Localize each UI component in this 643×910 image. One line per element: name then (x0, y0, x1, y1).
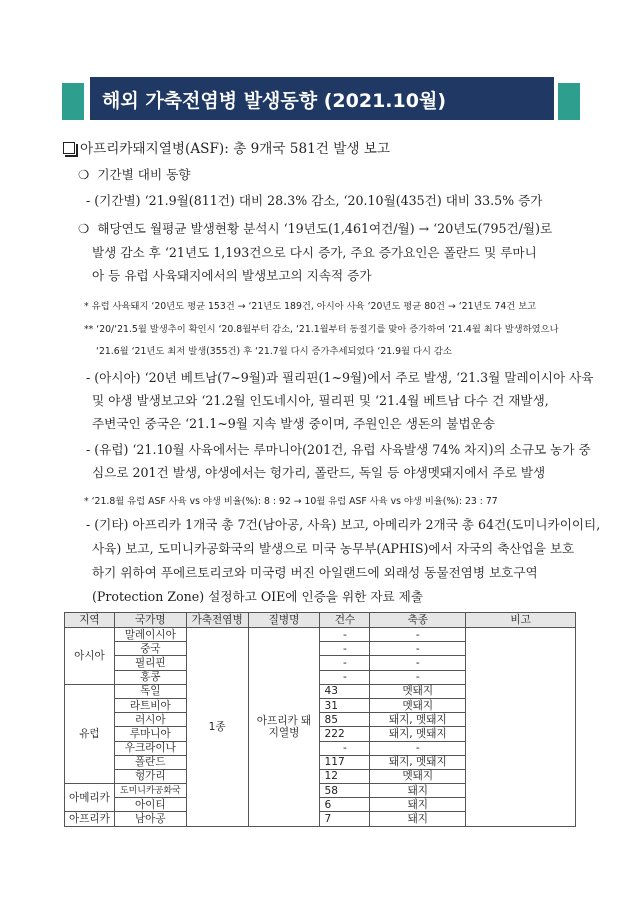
asia-line-2: 및 야생 발생보고와 ‘21.2월 인도네시아, 필리핀 및 ‘21.4월 베트남 다수 건 재발생, (92, 393, 549, 408)
species-cell: 멧돼지 (370, 698, 466, 712)
header-region: 지역 (65, 613, 115, 628)
country-cell: 루마니아 (114, 727, 186, 741)
analysis-line-2: 발생 감소 후 ‘21년도 1,193건으로 다시 증가, 주요 증가요인은 폴란드 및 루마니 (92, 245, 537, 260)
count-cell: 43 (320, 684, 370, 698)
count-cell: 117 (320, 755, 370, 769)
country-cell: 아이티 (114, 798, 186, 812)
table-header-row (65, 613, 576, 628)
title-banner (62, 77, 580, 120)
country-cell: 남아공 (114, 812, 186, 826)
header-count: 건수 (320, 613, 370, 628)
europe-line-2: 심으로 201건 발생, 야생에서는 헝가리, 폴란드, 독일 등 야생멧돼지에서 주로 발생 (92, 465, 546, 480)
count-cell: - (320, 642, 370, 656)
hollow-bullet-icon: ❍ (78, 167, 90, 182)
region-cell: 아시아 (65, 628, 115, 685)
count-cell: - (320, 628, 370, 642)
etc-line-3: 하기 위하여 푸에르토리코와 미국령 버진 아일랜드에 외래성 동물전염병 보호구역 (92, 565, 538, 580)
header-country: 국가명 (114, 613, 186, 628)
species-cell: 돼지 (370, 798, 466, 812)
footnote-3: * ‘21.8월 유럽 ASF 사육 vs 야생 비율(%): 8 : 92 → 10월 유럽 ASF 사육 vs 야생 비율(%): 23 : 77 (84, 496, 498, 507)
asia-line-1: - (아시아) ‘20년 베트남(7~9월)과 필리핀(1~9월)에서 주로 발생, ‘21.3월 말레이시아 사육 (86, 370, 594, 385)
page-title: 해외 가축전염병 발생동향 (2021.10월) (102, 90, 446, 112)
species-cell: - (370, 670, 466, 684)
count-cell: 7 (320, 812, 370, 826)
count-cell: - (320, 656, 370, 670)
header-disease-group: 가축전염병 (186, 613, 248, 628)
count-cell: 85 (320, 713, 370, 727)
species-cell: 돼지, 멧돼지 (370, 727, 466, 741)
species-cell: - (370, 656, 466, 670)
count-cell: 58 (320, 784, 370, 798)
country-cell: 홍콩 (114, 670, 186, 684)
footnote-1: * 유럽 사육돼지 ‘20년도 평균 153건 → ‘21년도 189건, 아시아 사육 ‘20년도 평균 80건 → ‘21년도 74건 보고 (84, 301, 537, 312)
footnote-2a: ** ‘20/‘21.5월 발생추이 확인시 ‘20.8월부터 감소, ‘21.1월부터 동절기를 맞아 증가하여 ‘21.4월 최다 발생하였으나 (84, 324, 559, 335)
header-remarks: 비고 (466, 613, 576, 628)
country-cell: 필리핀 (114, 656, 186, 670)
count-cell: 6 (320, 798, 370, 812)
country-cell: 독일 (114, 684, 186, 698)
period-label-text: 기간별 대비 동향 (97, 167, 191, 182)
country-cell: 중국 (114, 642, 186, 656)
hollow-bullet-icon: ❍ (78, 221, 90, 236)
count-cell: - (320, 670, 370, 684)
analysis-line-1 (78, 221, 552, 237)
count-cell: 222 (320, 727, 370, 741)
species-cell: - (370, 741, 466, 755)
region-cell: 아프리카 (65, 812, 115, 826)
country-cell: 러시아 (114, 713, 186, 727)
period-text: - (기간별) ‘21.9월(811건) 대비 28.3% 감소, ‘20.10월(435건) 대비 33.5% 증가 (86, 193, 543, 208)
etc-line-1: - (기타) 아프리카 1개국 총 7건(남아공, 사육) 보고, 아메리카 2개국 총 64건(도미니카이이티, (86, 517, 601, 532)
banner-right-accent (558, 83, 580, 120)
species-cell: 돼지, 멧돼지 (370, 755, 466, 769)
header-disease-name: 질병명 (248, 613, 320, 628)
footnote-2b: ‘21.6월 ‘21년도 최저 발생(355건) 후 ‘21.7월 다시 증가추세되었다 ‘21.9월 다시 감소 (96, 346, 452, 357)
country-cell: 라트비아 (114, 698, 186, 712)
count-cell: 12 (320, 769, 370, 783)
banner-left-accent (62, 83, 84, 120)
etc-line-4: (Protection Zone) 설정하고 OIE에 인증을 위한 자료 제출 (92, 589, 423, 604)
region-cell: 유럽 (65, 684, 115, 783)
region-cell: 아메리카 (65, 784, 115, 812)
country-cell: 헝가리 (114, 769, 186, 783)
section-heading (63, 141, 390, 157)
count-cell: 31 (320, 698, 370, 712)
remarks-cell (466, 628, 576, 827)
period-label (78, 167, 190, 183)
species-cell: 돼지 (370, 784, 466, 798)
species-cell: 돼지 (370, 812, 466, 826)
analysis-text-1: 해당연도 월평균 발생현황 분석시 ‘19년도(1,461여건/월) → ‘20년도(795건/월)로 (97, 221, 553, 236)
analysis-line-3: 아 등 유럽 사육돼지에서의 발생보고의 지속적 증가 (92, 268, 372, 283)
count-cell: - (320, 741, 370, 755)
europe-line-1: - (유럽) ‘21.10월 사육에서는 루마니아(201건, 유럽 사육발생 74% 차지)의 소규모 농가 중 (86, 442, 591, 457)
table-row (65, 628, 576, 642)
section-heading-text: 아프리카돼지열병(ASF): 총 9개국 581건 발생 보고 (80, 141, 391, 157)
checkbox-square-icon (63, 142, 75, 154)
species-cell: - (370, 628, 466, 642)
country-cell: 도미니카공화국 (114, 784, 186, 798)
etc-line-2: 사육) 보고, 도미니카공화국의 발생으로 미국 농무부(APHIS)에서 자국의 축산업을 보호 (92, 541, 575, 556)
species-cell: 멧돼지 (370, 769, 466, 783)
species-cell: 돼지, 멧돼지 (370, 713, 466, 727)
banner-body (90, 77, 554, 120)
asf-outbreak-table (64, 612, 576, 827)
disease-group-cell: 1종 (186, 628, 248, 827)
species-cell: 멧돼지 (370, 684, 466, 698)
country-cell: 말레이시아 (114, 628, 186, 642)
header-species: 축종 (370, 613, 466, 628)
country-cell: 우크라이나 (114, 741, 186, 755)
disease-name-cell: 아프리카 돼지열병 (248, 628, 320, 827)
species-cell: - (370, 642, 466, 656)
country-cell: 폴란드 (114, 755, 186, 769)
asia-line-3: 주변국인 중국은 ‘21.1~9월 지속 발생 중이며, 주원인은 생돈의 불법운송 (92, 416, 495, 431)
